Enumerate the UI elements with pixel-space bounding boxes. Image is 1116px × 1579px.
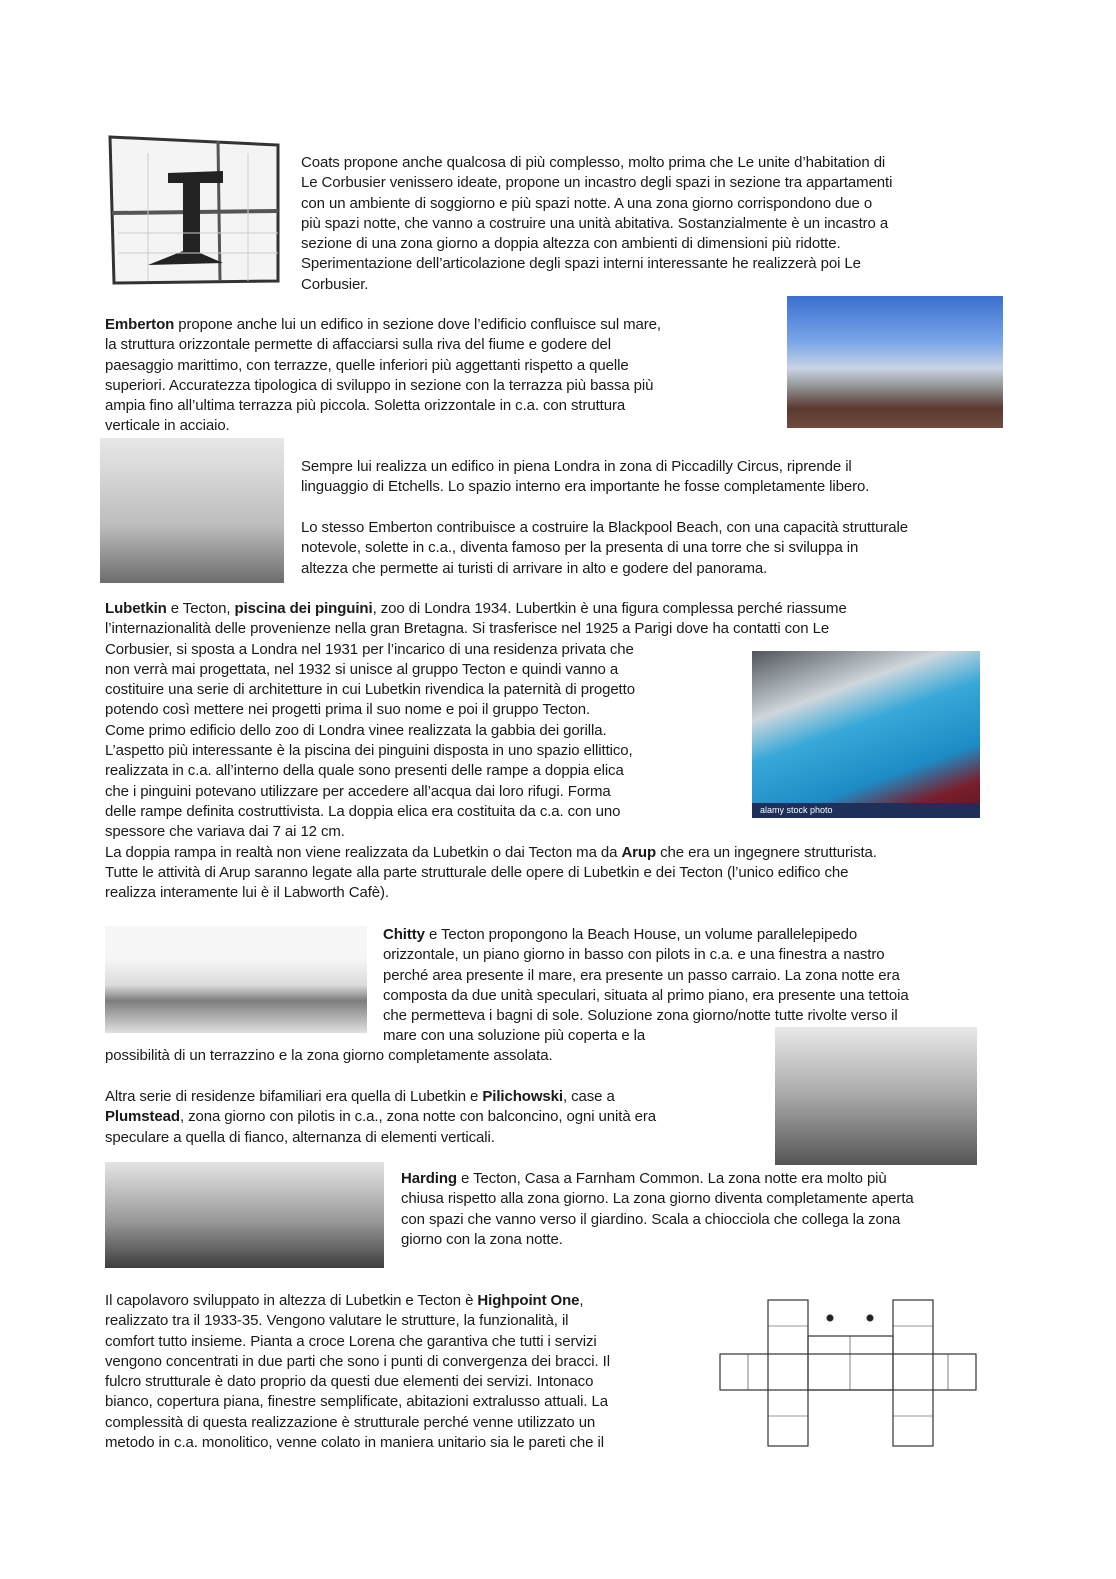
farnham-common-house-photo [105,1162,384,1268]
text-segment: , [579,1292,584,1309]
bold-term: Arup [621,843,657,861]
text-line: Corbusier. [301,275,369,293]
text-line: realizzato tra il 1933-35. Vengono valutare le strutture, la funzionalità, il [105,1312,569,1330]
penguin-pool-photo [752,651,980,818]
text-line: la struttura orizzontale permette di affacciarsi sulla riva del fiume e godere del [105,336,611,354]
text-line: con un ambiente di soggiorno e più spazi notte. A una zona giorno corrispondono due o [301,194,873,212]
text-line: l’internazionalità delle provenienze nella gran Bretagna. Si trasferisce nel 1925 a Parigi dove ha contatti con Le [105,620,830,638]
text-line: complessità di questa realizzazione è strutturale perché venne utilizzato un [105,1413,596,1431]
bold-term: Plumstead [105,1108,180,1126]
text-line [401,1169,914,1189]
text-line [383,925,909,945]
text-line: mare con una soluzione più coperta e la [383,1027,646,1045]
text-line [105,1087,656,1107]
text-line: fulcro strutturale è dato proprio da questi due elementi dei servizi. Intonaco [105,1373,594,1391]
text-segment: La doppia rampa in realtà non viene realizzata da Lubetkin o dai Tecton ma da [105,843,622,861]
text-line: composta da due unità speculari, situata al primo piano, era presente una tettoia [383,986,909,1004]
text-line: sezione di una zona giorno a doppia altezza con ambienti di dimensioni più ridotte. [301,235,841,253]
text-segment: e Tecton propongono la Beach House, un volume parallelepipedo [424,926,858,943]
text-segment: propone anche lui un edifico in sezione dove l’edificio confluisce sul mare, [174,316,661,333]
text-line: Coats propone anche qualcosa di più complesso, molto prima che Le unite d’habitation di [301,154,886,171]
text-line: ampia fino all’ultima terrazza più piccola. Soletta orizzontale in c.a. con struttura [105,397,626,415]
paragraph-emberton [105,315,661,437]
paragraph-highpoint [105,1291,610,1453]
text-line: perché area presente il mare, era presente un passo carraio. La zona notte era [383,966,900,984]
photo-watermark: alamy stock photo [752,803,980,818]
bold-term: Harding [401,1170,457,1187]
text-segment: e Tecton, [166,600,235,617]
text-line: che i pinguini potevano utilizzare per accedere all’acqua dai loro rifugi. Forma [105,782,611,800]
paragraph-plumstead [105,1087,656,1148]
text-line: Tutte le attività di Arup saranno legate alla parte strutturale delle opere di Lubetkin e dei Tecton (l’unico edifico che [105,863,849,881]
text-line: chiusa rispetto alla zona giorno. La zona giorno diventa completamente aperta [401,1190,914,1208]
bold-term: Highpoint One [477,1292,580,1309]
piccadilly-building-photo [100,438,284,583]
text-line: costituire una serie di architetture in cui Lubetkin rivendica la paternità di progetto [105,681,635,699]
text-segment: Altra serie di residenze bifamiliari era quella di Lubetkin e [105,1088,483,1105]
text-line: paesaggio marittimo, con terrazze, quelle inferiori più aggettanti rispetto a quelle [105,356,629,374]
text-line: giorno con la zona notte. [401,1230,563,1248]
bold-term: Emberton [105,316,175,333]
text-line [105,315,661,335]
bold-term: Chitty [383,926,425,943]
text-line [105,1291,610,1311]
text-line: speculare a quella di fianco, alternanza di elementi verticali. [105,1128,495,1146]
text-line: vengono concentrati in due parti che sono i punti di convergenza dei bracci. Il [105,1352,610,1370]
highpoint-floor-plan [718,1296,978,1450]
text-segment: e Tecton, Casa a Farnham Common. La zona notte era molto più [456,1170,887,1187]
text-line: più spazi notte, che vanno a costruire una unità abitativa. Sostanzialmente è un incastro a [301,214,889,232]
text-line: notevole, solette in c.a., diventa famoso per la presenta di una torre che si sviluppa in [301,539,859,557]
text-line: altezza che permette ai turisti di arrivare in alto e godere del panorama. [301,559,768,577]
text-line: realizza interamente lui è il Labworth Cafè). [105,884,389,902]
text-line: verticale in acciaio. [105,417,230,435]
text-line: Sempre lui realizza un edifico in piena Londra in zona di Piccadilly Circus, riprende il [301,458,852,475]
plumstead-houses-photo [775,1027,977,1165]
text-line: realizzata in c.a. all’interno della quale sono presenti delle rampe a doppia elica [105,762,624,780]
text-line: che permetteva i bagni di sole. Soluzione zona giorno/notte tutte rivolte verso il [383,1007,898,1025]
paragraph-piccadilly [301,457,869,498]
bold-term: piscina dei pinguini [234,600,373,617]
bold-term: Pilichowski [482,1088,563,1105]
text-segment: Il capolavoro sviluppato in altezza di Lubetkin e Tecton è [105,1292,478,1309]
text-line [105,1107,656,1127]
text-line: Sperimentazione dell’articolazione degli spazi interni interessante he realizzerà poi Le [301,255,861,273]
text-line: Le Corbusier venissero ideate, propone un incastro degli spazi in sezione tra appartamenti [301,174,893,192]
text-segment: , zona giorno con pilotis in c.a., zona notte con balconcino, ogni unità era [179,1108,657,1126]
text-segment: , zoo di Londra 1934. Lubertkin è una figura complessa perché riassume [372,600,847,617]
text-line: spessore che variava dai 7 ai 12 cm. [105,823,345,841]
text-segment: che era un ingegnere strutturista. [656,843,877,861]
text-line: superiori. Accuratezza tipologica di sviluppo in sezione con la terrazza più bassa più [105,376,654,394]
paragraph-blackpool [301,518,908,579]
emberton-building-photo [787,296,1003,428]
text-segment: , case a [562,1088,615,1105]
text-line: con spazi che vanno verso il giardino. Scala a chiocciola che collega la zona [401,1210,901,1228]
text-line: orizzontale, un piano giorno in basso con pilots in c.a. e una finestra a nastro [383,946,885,964]
text-line: Lo stesso Emberton contribuisce a costruire la Blackpool Beach, con una capacità strutturale [301,519,908,536]
text-line: linguaggio di Etchells. Lo spazio interno era importante he fosse completamente libero. [301,478,870,496]
text-line: delle rampe definita costruttivista. La doppia elica era costituita da c.a. con uno [105,802,621,820]
paragraph-coats [301,153,892,295]
text-line: metodo in c.a. monolitico, venne colato in maniera unitario sia le pareti che il [105,1434,604,1452]
bold-term: Lubetkin [105,600,167,617]
coats-section-drawing [108,133,283,285]
text-line: potendo così mettere nei progetti prima il suo nome e poi il gruppo Tecton. [105,701,591,719]
paragraph-harding [401,1169,914,1250]
text-line [105,843,877,863]
text-line: non verrà mai progettata, nel 1932 si unisce al gruppo Tecton e quindi vanno a [105,660,619,678]
beach-house-photo [105,926,367,1033]
text-line [105,599,877,619]
text-line: Corbusier, si sposta a Londra nel 1931 per l’incarico di una residenza privata che [105,640,634,658]
text-line: comfort tutto insieme. Pianta a croce Lorena che garantiva che tutti i servizi [105,1332,597,1350]
text-line: possibilità di un terrazzino e la zona giorno completamente assolata. [105,1047,553,1064]
text-line: bianco, copertura piana, finestre semplificate, abitazioni extralusso attuali. La [105,1393,609,1411]
text-line: Come primo edificio dello zoo di Londra vinee realizzata la gabbia dei gorilla. [105,721,607,739]
text-line: L’aspetto più interessante è la piscina dei pinguini disposta in uno spazio ellittico, [105,742,633,760]
paragraph-chitty-continued [105,1046,553,1066]
